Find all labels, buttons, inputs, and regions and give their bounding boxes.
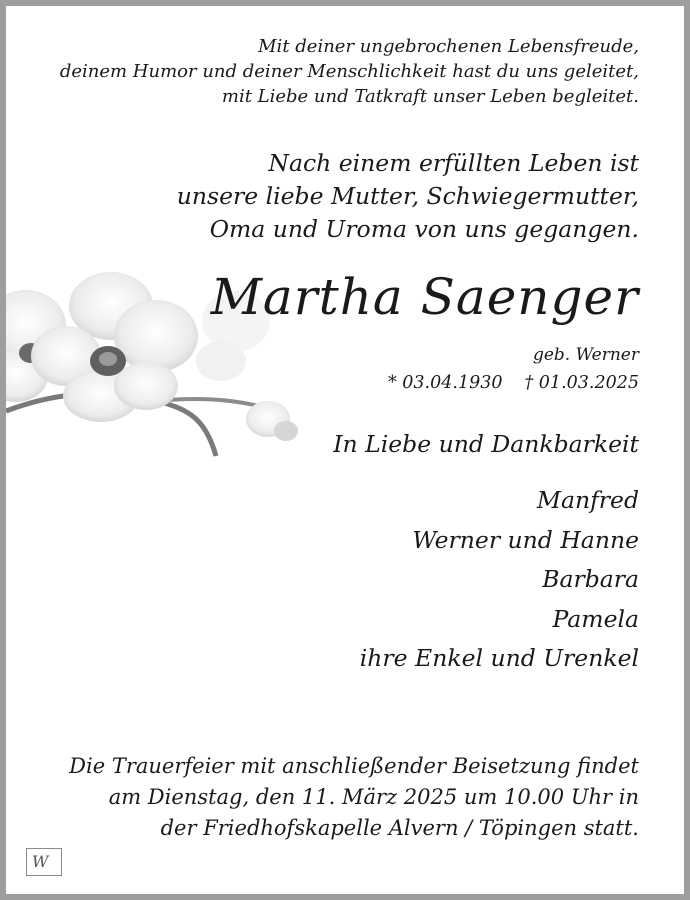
service-line: Die Trauerfeier mit anschließender Beisetzung findet — [69, 754, 639, 778]
family-member: Manfred — [536, 486, 639, 514]
family-member: ihre Enkel und Urenkel — [359, 644, 639, 672]
intro-text — [19, 34, 639, 109]
family-member: Pamela — [552, 604, 639, 633]
service-line: der Friedhofskapelle Alvern / Töpingen statt. — [160, 816, 639, 840]
lead-text — [79, 147, 639, 246]
deceased-name: Martha Saenger — [210, 268, 639, 326]
death-date: † 01.03.2025 — [524, 373, 639, 393]
lead-line: Nach einem erfüllten Leben ist — [268, 149, 639, 177]
service-info — [0, 751, 639, 844]
family-member: Werner und Hanne — [412, 525, 639, 554]
birth-name: geb. Werner — [532, 345, 639, 365]
lead-line: unsere liebe Mutter, Schwiegermutter, — [176, 182, 639, 210]
logo-text: W — [32, 852, 49, 871]
intro-line: mit Liebe und Tatkraft unser Leben begleitet. — [221, 86, 639, 107]
lead-line: Oma und Uroma von uns gegangen. — [209, 215, 639, 243]
publisher-logo — [26, 848, 62, 876]
intro-line: deinem Humor und deiner Menschlichkeit hast du uns geleitet, — [59, 61, 639, 82]
thanks-line: In Liebe und Dankbarkeit — [333, 430, 639, 458]
birth-date: * 03.04.1930 — [387, 373, 503, 393]
intro-line: Mit deiner ungebrochenen Lebensfreude, — [258, 36, 639, 57]
life-dates — [388, 370, 639, 396]
service-line: am Dienstag, den 11. März 2025 um 10.00 Uhr in — [108, 785, 639, 809]
family-list — [239, 481, 639, 679]
family-member: Barbara — [542, 565, 639, 593]
